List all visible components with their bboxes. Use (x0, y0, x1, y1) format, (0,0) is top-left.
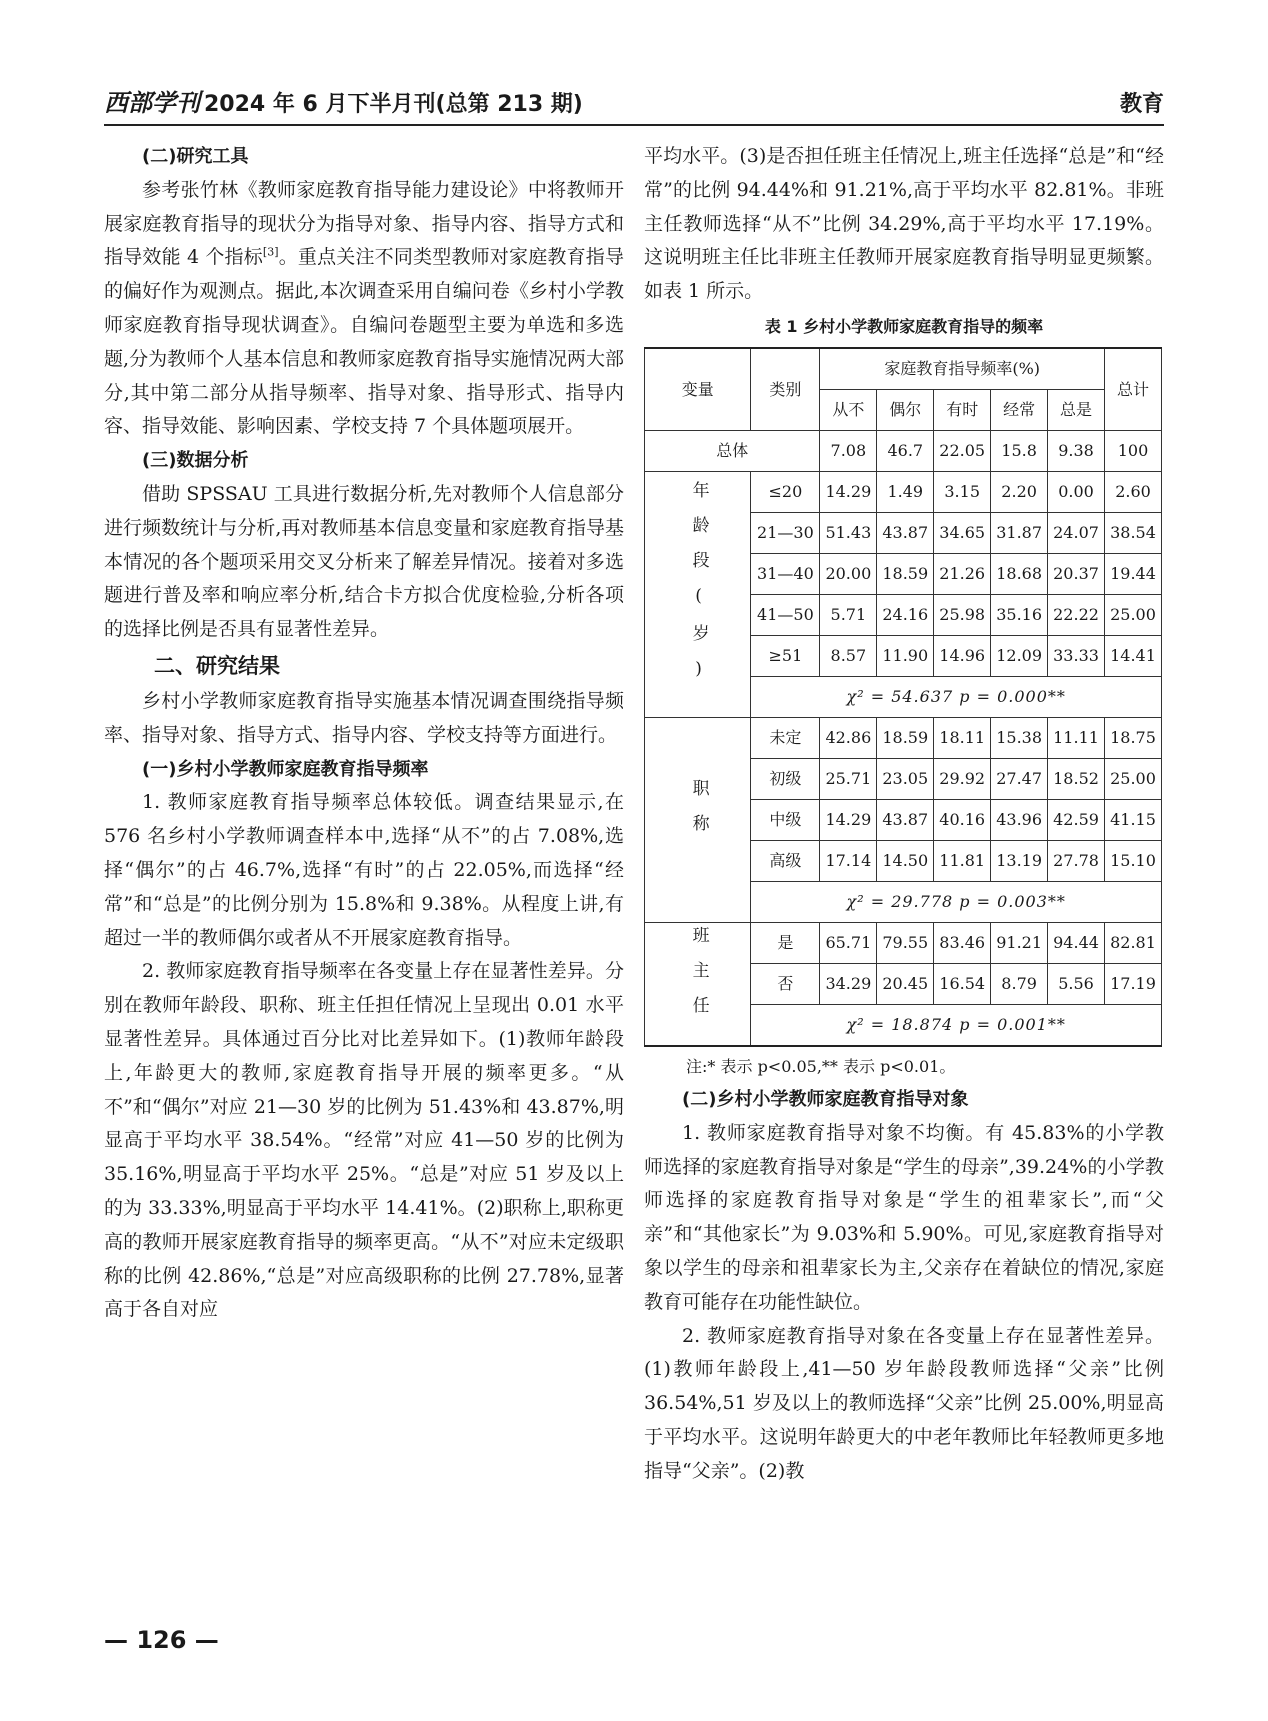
journal-logo: 西部学刊 (104, 88, 200, 117)
table-cell (645, 717, 751, 922)
table-cell: 初级 (751, 758, 820, 799)
table-cell: 42.86 (820, 717, 877, 758)
table-cell (645, 922, 751, 1046)
table-cell: 22.22 (1048, 594, 1105, 635)
table-cell: 15.8 (991, 430, 1048, 471)
table-cell: 8.79 (991, 963, 1048, 1004)
table-cell: 31.87 (991, 512, 1048, 553)
table-row (645, 922, 1162, 963)
table-cell: 16.54 (934, 963, 991, 1004)
table-cell: 35.16 (991, 594, 1048, 635)
journal-issue (104, 83, 583, 124)
table-cell: 23.05 (877, 758, 934, 799)
table-cell: 18.59 (877, 717, 934, 758)
table-cell: 21—30 (751, 512, 820, 553)
table-cell: 42.59 (1048, 799, 1105, 840)
table-cell: 17.14 (820, 840, 877, 881)
table-cell: 11.11 (1048, 717, 1105, 758)
table-cell: 5.71 (820, 594, 877, 635)
group-label: 年龄段(岁) (688, 480, 709, 697)
table-cell: 2.60 (1105, 471, 1162, 512)
table-cell: 总体 (645, 430, 820, 471)
paragraph: 1. 教师家庭教育指导频率总体较低。调查结果显示,在 576 名乡村小学教师调查样本中,选择“从不”的占 7.08%,选择“偶尔”的占 46.7%,选择“有时”的占 22.05%,而选择“经常”和“总是”的比例分别为 15.8%和 9.38%。从程度上讲,有超过一半的教师偶尔或者从不开展家庭教育指导。 (104, 791, 624, 949)
subsection-heading: (二)研究工具 (142, 146, 249, 167)
table-cell: 25.71 (820, 758, 877, 799)
table-cell: 是 (751, 922, 820, 963)
table-caption: 表 1 乡村小学教师家庭教育指导的频率 (764, 316, 1044, 336)
table-cell: 20.00 (820, 553, 877, 594)
chi-square-stat: χ² = 29.778 p = 0.003** (751, 881, 1162, 922)
table-cell: 7.08 (820, 430, 877, 471)
table-cell: 22.05 (934, 430, 991, 471)
frequency-table (644, 347, 1162, 1047)
right-column-body (644, 1083, 1164, 1489)
subsection-heading: (一)乡村小学教师家庭教育指导频率 (142, 758, 429, 780)
table-note: 注:* 表示 p<0.05,** 表示 p<0.01。 (686, 1056, 956, 1076)
table-cell: 14.41 (1105, 635, 1162, 676)
table-cell: 12.09 (991, 635, 1048, 676)
citation-ref: [3] (262, 246, 279, 260)
page-header (104, 84, 1164, 126)
table-header-row (645, 348, 1162, 390)
table-cell: 中级 (751, 799, 820, 840)
table-cell: 9.38 (1048, 430, 1105, 471)
table-cell: 41.15 (1105, 799, 1162, 840)
table-cell: 0.00 (1048, 471, 1105, 512)
table-cell: 18.59 (877, 553, 934, 594)
table-cell: 2.20 (991, 471, 1048, 512)
table-cell: 27.47 (991, 758, 1048, 799)
table-cell: 34.29 (820, 963, 877, 1004)
issue-text: 2024 年 6 月下半月刊(总第 213 期) (204, 92, 583, 117)
paragraph: 乡村小学教师家庭教育指导实施基本情况调查围绕指导频率、指导对象、指导方式、指导内容、学校支持等方面进行。 (104, 689, 624, 746)
table-cell: 8.57 (820, 635, 877, 676)
table-cell: 40.16 (934, 799, 991, 840)
table-row (645, 717, 1162, 758)
group-label: 班主任 (688, 925, 709, 1031)
table-cell: 未定 (751, 717, 820, 758)
paragraph: 参考张竹林《教师家庭教育指导能力建设论》中将教师开展家庭教育指导的现状分为指导对象、指导内容、指导方式和指导效能 4 个指标[3]。重点关注不同类型教师对家庭教育指导的偏好作为观测点。据此,本次调查采用自编问卷《乡村小学教师家庭教育指导现状调查》。自编问卷题型主要为单选和多选题,分为教师个人基本信息和教师家庭教育指导实施情况两大部分,其中第二部分从指导频率、指导对象、指导形式、指导内容、指导效能、影响因素、学校支持 7 个具体题项展开。 (104, 178, 624, 438)
table-cell: 17.19 (1105, 963, 1162, 1004)
table-cell: 有时 (934, 389, 991, 430)
chi-square-stat: χ² = 18.874 p = 0.001** (751, 1004, 1162, 1046)
table-cell: 79.55 (877, 922, 934, 963)
table-cell: 偶尔 (877, 389, 934, 430)
table-cell: 51.43 (820, 512, 877, 553)
table-cell: 13.19 (991, 840, 1048, 881)
table-cell: 20.37 (1048, 553, 1105, 594)
table-cell: 否 (751, 963, 820, 1004)
table-cell: 18.75 (1105, 717, 1162, 758)
table-cell: 25.00 (1105, 594, 1162, 635)
table-cell: 11.90 (877, 635, 934, 676)
table-cell: 高级 (751, 840, 820, 881)
table-cell: 82.81 (1105, 922, 1162, 963)
table-cell: 5.56 (1048, 963, 1105, 1004)
table-cell: 24.07 (1048, 512, 1105, 553)
table-cell: 18.11 (934, 717, 991, 758)
table-cell: 33.33 (1048, 635, 1105, 676)
table-cell: 11.81 (934, 840, 991, 881)
table-cell: 总是 (1048, 389, 1105, 430)
table-cell: 83.46 (934, 922, 991, 963)
table-cell: 15.10 (1105, 840, 1162, 881)
table-cell: 14.96 (934, 635, 991, 676)
table-cell: 100 (1105, 430, 1162, 471)
paragraph: 平均水平。(3)是否担任班主任情况上,班主任选择“总是”和“经常”的比例 94.44%和 91.21%,高于平均水平 82.81%。非班主任教师选择“从不”比例 34.29%,高于平均水平 17.19%。这说明班主任比非班主任教师开展家庭教育指导明显更频繁。如表 1 所示。 (644, 145, 1164, 303)
table-cell: 29.92 (934, 758, 991, 799)
table-cell: 31—40 (751, 553, 820, 594)
section-name: 教育 (1119, 92, 1164, 117)
group-label: 职称 (688, 779, 709, 850)
table-cell: 14.29 (820, 799, 877, 840)
chi-square-stat: χ² = 54.637 p = 0.000** (751, 676, 1162, 717)
paragraph: 借助 SPSSAU 工具进行数据分析,先对教师个人信息部分进行频数统计与分析,再对教师基本信息变量和家庭教育指导基本情况的各个题项采用交叉分析来了解差异情况。接着对多选题进行普及率和响应率分析,结合卡方拟合优度检验,分析各项的选择比例是否具有显著性差异。 (104, 482, 624, 641)
table-cell: 类别 (751, 348, 820, 431)
table-cell: 91.21 (991, 922, 1048, 963)
table-cell: 65.71 (820, 922, 877, 963)
table-cell: 总计 (1105, 348, 1162, 431)
table-cell: 家庭教育指导频率(%) (820, 348, 1105, 390)
table-cell: 20.45 (877, 963, 934, 1004)
table-cell: 21.26 (934, 553, 991, 594)
table-cell: 3.15 (934, 471, 991, 512)
table-cell: 43.96 (991, 799, 1048, 840)
table-cell: 43.87 (877, 512, 934, 553)
table-cell: 1.49 (877, 471, 934, 512)
table-cell (645, 471, 751, 717)
table-cell: 经常 (991, 389, 1048, 430)
table-cell: 14.29 (820, 471, 877, 512)
table-row (645, 430, 1162, 471)
left-column (104, 140, 624, 1327)
subsection-heading: (二)乡村小学教师家庭教育指导对象 (682, 1088, 969, 1110)
table-cell: 46.7 (877, 430, 934, 471)
table-cell: 变量 (645, 348, 751, 431)
section-heading: 二、研究结果 (154, 653, 280, 678)
table-cell: ≥51 (751, 635, 820, 676)
table-cell: ≤20 (751, 471, 820, 512)
table-cell: 18.68 (991, 553, 1048, 594)
table-cell: 43.87 (877, 799, 934, 840)
table-cell: 15.38 (991, 717, 1048, 758)
right-column (644, 140, 1164, 1489)
table-cell: 27.78 (1048, 840, 1105, 881)
table-cell: 25.00 (1105, 758, 1162, 799)
page-number: — 126 — (104, 1626, 219, 1654)
table-cell: 24.16 (877, 594, 934, 635)
table-cell: 从不 (820, 389, 877, 430)
table-row (645, 471, 1162, 512)
table-cell: 19.44 (1105, 553, 1162, 594)
table-cell: 38.54 (1105, 512, 1162, 553)
table-cell: 18.52 (1048, 758, 1105, 799)
table-cell: 94.44 (1048, 922, 1105, 963)
subsection-heading: (三)数据分析 (142, 450, 249, 472)
table-cell: 41—50 (751, 594, 820, 635)
table-cell: 25.98 (934, 594, 991, 635)
paragraph: 2. 教师家庭教育指导对象在各变量上存在显著性差异。(1)教师年龄段上,41—50 岁年龄段教师选择“父亲”比例 36.54%,51 岁及以上的教师选择“父亲”比例 25.00%,明显高于平均水平。这说明年龄更大的中老年教师比年轻教师更多地指导“父亲”。(2)教 (644, 1324, 1164, 1482)
table-cell: 34.65 (934, 512, 991, 553)
table-cell: 14.50 (877, 840, 934, 881)
paragraph: 1. 教师家庭教育指导对象不均衡。有 45.83%的小学教师选择的家庭教育指导对象是“学生的母亲”,39.24%的小学教师选择的家庭教育指导对象是“学生的祖辈家长”,而“父亲”和“其他家长”为 9.03%和 5.90%。可见,家庭教育指导对象以学生的母亲和祖辈家长为主,父亲存在着缺位的情况,家庭教育可能存在功能性缺位。 (644, 1121, 1164, 1313)
paragraph: 2. 教师家庭教育指导频率在各变量上存在显著性差异。分别在教师年龄段、职称、班主任担任情况上呈现出 0.01 水平显著性差异。具体通过百分比对比差异如下。(1)教师年龄段上,年龄更大的教师,家庭教育指导开展的频率更多。“从不”和“偶尔”对应 21—30 岁的比例为 51.43%和 43.87%,明显高于平均水平 38.54%。“经常”对应 41—50 岁的比例为 35.16%,明显高于平均水平 25%。“总是”对应 51 岁及以上的为 33.33%,明显高于平均水平 14.41%。(2)职称上,职称更高的教师开展家庭教育指导的频率更高。“从不”对应未定级职称的比例 42.86%,“总是”对应高级职称的比例 27.78%,显著高于各自对应 (104, 960, 624, 1321)
